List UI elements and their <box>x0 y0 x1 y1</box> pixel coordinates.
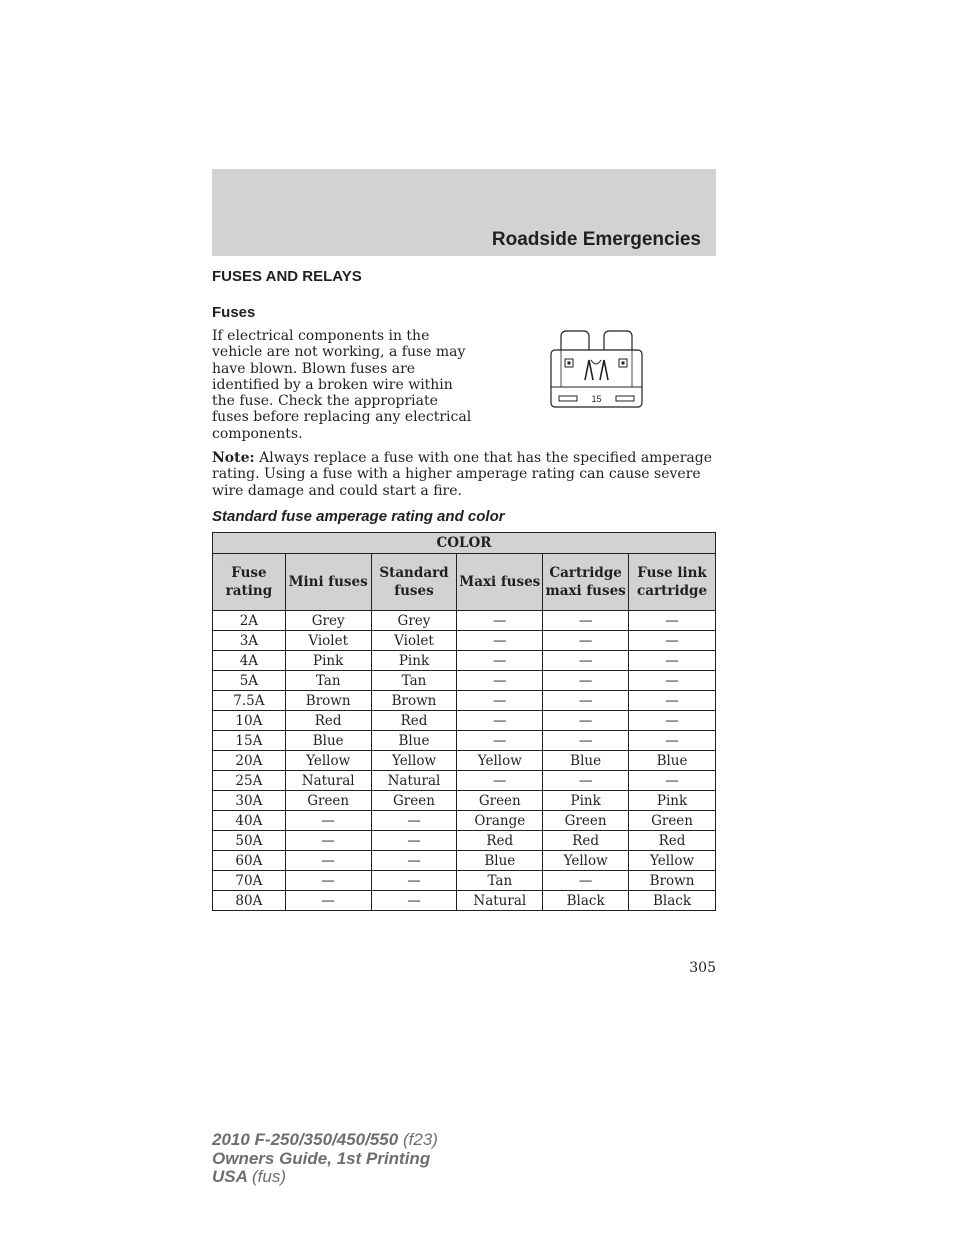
table-cell: Blue <box>285 731 371 751</box>
table-cell: Violet <box>371 631 457 651</box>
table-row <box>213 771 716 791</box>
table-row <box>213 631 716 651</box>
table-cell: Brown <box>629 871 716 891</box>
color-group-header: COLOR <box>213 533 716 554</box>
table-cell: — <box>285 851 371 871</box>
table-cell: — <box>371 831 457 851</box>
table-cell: Violet <box>285 631 371 651</box>
table-cell: Blue <box>543 751 629 771</box>
table-body <box>213 611 716 911</box>
header-band <box>212 169 716 256</box>
table-cell: — <box>371 851 457 871</box>
column-header: Fuse link cartridge <box>629 554 716 611</box>
table-cell: Grey <box>371 611 457 631</box>
table-row <box>213 651 716 671</box>
table-row <box>213 811 716 831</box>
column-header: Mini fuses <box>285 554 371 611</box>
table-row <box>213 731 716 751</box>
table-cell: Yellow <box>285 751 371 771</box>
table-cell: 15A <box>213 731 286 751</box>
footer-line-region: USA (fus) <box>212 1167 286 1186</box>
table-cell: Yellow <box>457 751 543 771</box>
table-cell: Tan <box>457 871 543 891</box>
table-row <box>213 711 716 731</box>
table-cell: Pink <box>285 651 371 671</box>
footer-line-model: 2010 F-250/350/450/550 (f23) <box>212 1130 438 1149</box>
table-row <box>213 671 716 691</box>
table-cell: Blue <box>629 751 716 771</box>
table-cell: Natural <box>371 771 457 791</box>
table-row <box>213 751 716 771</box>
page-number: 305 <box>689 960 716 976</box>
chapter-title: Roadside Emergencies <box>491 229 701 250</box>
table-cell: Yellow <box>629 851 716 871</box>
table-cell: Yellow <box>371 751 457 771</box>
column-header: Cartridge maxi fuses <box>543 554 629 611</box>
table-cell: — <box>457 771 543 791</box>
table-cell: Tan <box>371 671 457 691</box>
table-cell: Green <box>629 811 716 831</box>
table-cell: 70A <box>213 871 286 891</box>
table-cell: — <box>543 711 629 731</box>
table-cell: — <box>543 731 629 751</box>
column-header: Fuse rating <box>213 554 286 611</box>
table-cell: Red <box>371 711 457 731</box>
table-cell: — <box>285 811 371 831</box>
table-cell: 50A <box>213 831 286 851</box>
table-cell: 5A <box>213 671 286 691</box>
table-cell: Brown <box>285 691 371 711</box>
table-cell: Grey <box>285 611 371 631</box>
section-heading: FUSES AND RELAYS <box>212 268 362 285</box>
table-cell: — <box>457 731 543 751</box>
table-cell: Red <box>457 831 543 851</box>
table-cell: Black <box>629 891 716 911</box>
fuse-label: 15 <box>591 394 602 404</box>
table-cell: 30A <box>213 791 286 811</box>
table-cell: — <box>285 831 371 851</box>
table-cell: — <box>457 651 543 671</box>
table-cell: 25A <box>213 771 286 791</box>
table-cell: — <box>543 871 629 891</box>
column-header: Standard fuses <box>371 554 457 611</box>
note-paragraph <box>212 450 717 499</box>
table-cell: Natural <box>285 771 371 791</box>
table-row <box>213 891 716 911</box>
table-cell: — <box>629 691 716 711</box>
table-cell: Green <box>543 811 629 831</box>
table-column-header-row <box>213 554 716 611</box>
table-cell: — <box>543 611 629 631</box>
table-cell: — <box>543 691 629 711</box>
table-cell: — <box>629 611 716 631</box>
table-cell: — <box>629 711 716 731</box>
table-row <box>213 791 716 811</box>
table-cell: Blue <box>371 731 457 751</box>
table-cell: Black <box>543 891 629 911</box>
table-cell: — <box>543 631 629 651</box>
table-cell: — <box>543 671 629 691</box>
table-cell: Pink <box>543 791 629 811</box>
sub-heading: Fuses <box>212 304 256 321</box>
table-cell: Pink <box>629 791 716 811</box>
table-cell: Red <box>543 831 629 851</box>
table-cell: 80A <box>213 891 286 911</box>
table-cell: Green <box>371 791 457 811</box>
footer-line-printing: Owners Guide, 1st Printing <box>212 1148 431 1168</box>
intro-paragraph: If electrical components in the vehicle are not working, a fuse may have blown. Blown fuses are identified by a broken wire within the fuse. Check the appropriate fuses before replacing any electrical components. <box>212 328 472 442</box>
table-cell: Orange <box>457 811 543 831</box>
column-header: Maxi fuses <box>457 554 543 611</box>
table-cell: — <box>543 771 629 791</box>
table-cell: — <box>629 671 716 691</box>
table-cell: — <box>457 711 543 731</box>
fuse-color-table <box>212 532 716 911</box>
footer <box>212 1131 438 1187</box>
table-cell: — <box>371 871 457 891</box>
note-text: Always replace a fuse with one that has the specified amperage rating. Using a fuse with a higher amperage rating can cause severe wire damage and could start a fire. <box>212 450 712 499</box>
table-caption: Standard fuse amperage rating and color <box>212 508 505 525</box>
table-cell: — <box>629 731 716 751</box>
table-cell: — <box>543 651 629 671</box>
table-cell: Natural <box>457 891 543 911</box>
blade-fuse-icon <box>549 330 644 408</box>
table-cell: — <box>457 611 543 631</box>
table-cell: Red <box>629 831 716 851</box>
table-cell: 20A <box>213 751 286 771</box>
table-row <box>213 851 716 871</box>
table-cell: 10A <box>213 711 286 731</box>
table-group-header-row <box>213 533 716 554</box>
table-cell: — <box>285 871 371 891</box>
table-cell: Pink <box>371 651 457 671</box>
table-cell: — <box>457 631 543 651</box>
table-cell: — <box>457 671 543 691</box>
table-cell: 60A <box>213 851 286 871</box>
note-label: Note: <box>212 450 255 466</box>
table-cell: Red <box>285 711 371 731</box>
table-cell: — <box>371 811 457 831</box>
table-row <box>213 871 716 891</box>
table-row <box>213 831 716 851</box>
table-cell: — <box>629 651 716 671</box>
table-row <box>213 691 716 711</box>
table-cell: 40A <box>213 811 286 831</box>
table-cell: — <box>285 891 371 911</box>
table-row <box>213 611 716 631</box>
table-cell: Tan <box>285 671 371 691</box>
table-cell: 4A <box>213 651 286 671</box>
table-cell: — <box>629 771 716 791</box>
table-cell: Brown <box>371 691 457 711</box>
table-cell: Green <box>457 791 543 811</box>
table-cell: 7.5A <box>213 691 286 711</box>
table-cell: — <box>371 891 457 911</box>
table-cell: 2A <box>213 611 286 631</box>
table-cell: — <box>629 631 716 651</box>
table-cell: Blue <box>457 851 543 871</box>
table-cell: Green <box>285 791 371 811</box>
table-cell: — <box>457 691 543 711</box>
table-cell: Yellow <box>543 851 629 871</box>
table-cell: 3A <box>213 631 286 651</box>
